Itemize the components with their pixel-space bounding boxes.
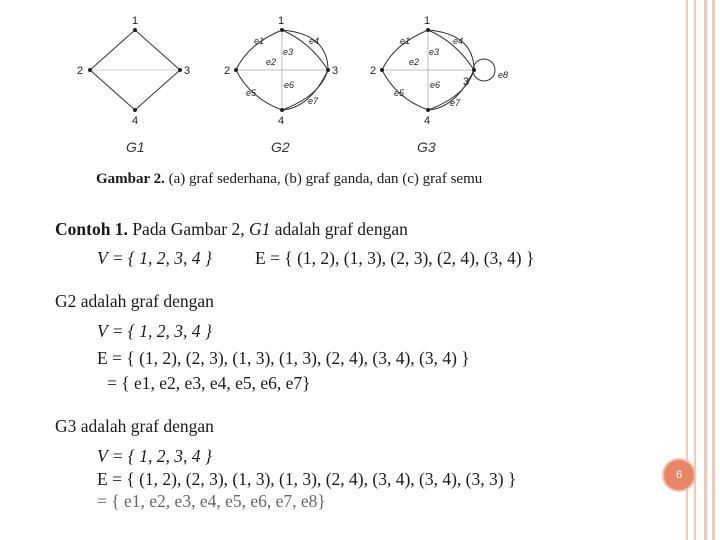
vertex-label: 1 — [132, 15, 139, 27]
g3-vertex-set: V = { 1, 2, 3, 4 } — [97, 446, 212, 466]
graph-name-g1: G1 — [126, 139, 145, 155]
edge-label: e7 — [450, 98, 461, 108]
vertex-label: 1 — [278, 15, 285, 27]
vertex-label: 3 — [332, 65, 339, 77]
graph-name-g3: G3 — [417, 139, 436, 155]
g3-edge-names: = { e1, e2, e3, e4, e5, e6, e7, e8} — [97, 491, 326, 511]
edge-label: e5 — [394, 88, 405, 98]
edge-label: e2 — [409, 57, 420, 67]
g2-edge-names: = { e1, e2, e3, e4, e5, e6, e7} — [107, 373, 311, 393]
edge-label: e4 — [309, 36, 320, 46]
g3-title: G3 adalah graf dengan — [55, 416, 214, 436]
example-heading-bold: Contoh 1. — [55, 219, 128, 239]
vertex-label: 2 — [77, 65, 84, 77]
g2-title: G2 adalah graf dengan — [55, 291, 214, 311]
decorative-border-line — [704, 0, 707, 540]
caption-label: Gambar 2. — [96, 171, 165, 187]
vertex-label: 1 — [424, 15, 431, 27]
vertex-label: 4 — [132, 115, 139, 127]
edge-label: e1 — [400, 36, 411, 46]
example-heading-text: Pada Gambar 2, — [132, 219, 245, 239]
slide-number-badge: 6 — [662, 458, 696, 492]
graph-g1 — [77, 15, 190, 127]
vertex-label: 4 — [424, 115, 431, 127]
edge-label: e6 — [430, 80, 441, 90]
graph-figure — [70, 8, 530, 163]
g2-edge-set: E = { (1, 2), (2, 3), (1, 3), (1, 3), (2, 4), (3, 4), (3, 4) } — [97, 348, 470, 368]
example-heading — [55, 219, 408, 240]
graph-g3 — [370, 15, 508, 127]
decorative-border-line — [712, 0, 715, 540]
decorative-border-line — [694, 0, 696, 540]
graph-g2 — [224, 15, 338, 127]
g3-edge-set: E = { (1, 2), (2, 3), (1, 3), (1, 3), (2, 4), (3, 4), (3, 4), (3, 3) } — [97, 469, 517, 489]
edge-label: e6 — [284, 80, 295, 90]
edge-label: e2 — [266, 57, 277, 67]
edge-label: e3 — [283, 47, 294, 57]
edge-label: e8 — [498, 70, 509, 80]
graph-name-g2: G2 — [271, 139, 290, 155]
vertex-label: 4 — [278, 115, 285, 127]
g1-vertex-set: V = { 1, 2, 3, 4 } — [97, 248, 212, 268]
edge-label: e1 — [254, 36, 265, 46]
edge-label: e7 — [308, 96, 319, 106]
g2-vertex-set: V = { 1, 2, 3, 4 } — [97, 321, 212, 341]
vertex-label: 2 — [224, 65, 231, 77]
vertex-label: 3 — [463, 76, 470, 88]
g1-edge-set: E = { (1, 2), (1, 3), (2, 3), (2, 4), (3, 4) } — [255, 248, 535, 268]
edge-label: e4 — [453, 36, 464, 46]
example-heading-graph: G1 — [248, 219, 271, 239]
edge-label: e3 — [429, 47, 440, 57]
example-heading-text-post: adalah graf dengan — [274, 219, 408, 239]
figure-caption — [96, 171, 482, 188]
edge-label: e5 — [246, 88, 257, 98]
vertex-label: 2 — [370, 65, 377, 77]
vertex-label: 3 — [184, 65, 191, 77]
caption-text: (a) graf sederhana, (b) graf ganda, dan (c) graf semu — [168, 171, 483, 187]
